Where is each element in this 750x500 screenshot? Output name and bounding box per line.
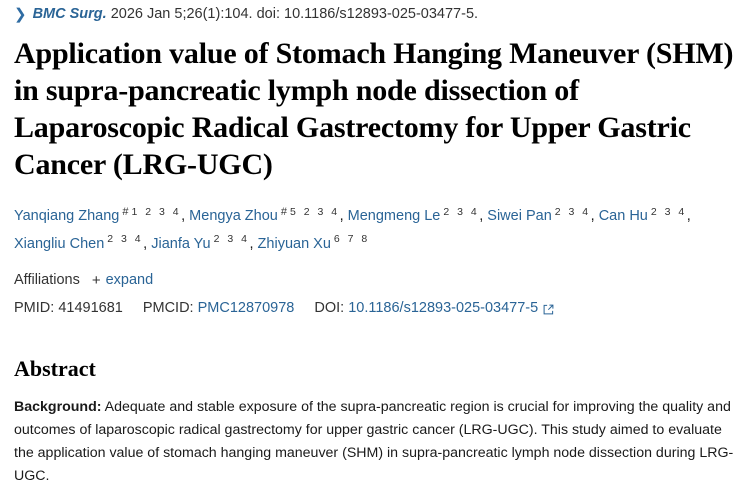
pmid-value: 41491681	[58, 299, 123, 316]
author-separator: ,	[339, 208, 344, 225]
author-name[interactable]: Yanqiang Zhang	[14, 208, 120, 225]
author-list	[14, 202, 736, 258]
citation-line	[14, 6, 736, 22]
author-separator: ,	[143, 236, 148, 253]
plus-icon: +	[91, 271, 101, 289]
author-separator: ,	[479, 208, 484, 225]
pmcid-segment	[143, 300, 295, 316]
author-name[interactable]: Xiangliu Chen	[14, 236, 105, 253]
pmid-label: PMID:	[14, 299, 55, 316]
author-affiliation-refs: 1 2 3 4	[131, 205, 182, 218]
author-affiliation-refs: 2 3 4	[213, 233, 250, 246]
doi-link[interactable]: 10.1186/s12893-025-03477-5	[348, 299, 539, 316]
affiliations-label: Affiliations	[14, 272, 80, 289]
author-separator: ,	[181, 208, 186, 225]
pmid-segment	[14, 300, 123, 316]
author-item	[151, 233, 254, 253]
author-separator: ,	[590, 208, 595, 225]
author-affiliation-refs: 6 7 8	[333, 233, 370, 246]
pmcid-label: PMCID:	[142, 299, 194, 316]
author-affiliation-refs: 5 2 3 4	[289, 205, 340, 218]
pmcid-link[interactable]: PMC12870978	[197, 299, 295, 316]
abstract-paragraph	[14, 396, 736, 488]
affiliations-row	[14, 272, 736, 289]
abstract-background-label: Background:	[14, 398, 102, 415]
abstract-heading: Abstract	[14, 355, 96, 381]
citation-details: 2026 Jan 5;26(1):104. doi: 10.1186/s12893-025-03477-5.	[110, 6, 479, 22]
abstract-background-text: Adequate and stable exposure of the supra-pancreatic region is crucial for improving the quality and outcomes of laparoscopic radical gastrectomy for upper gastric cancer (LRG-UGC). This study aimed to evaluate the application value of stomach hanging maneuver (SHM) in supra-pancreatic lymph node dissection during LRG-UGC.	[14, 398, 734, 484]
author-item	[14, 205, 186, 225]
author-name[interactable]: Zhiyuan Xu	[257, 236, 331, 253]
author-affiliation-refs: 2 3 4	[443, 205, 480, 218]
doi-segment	[314, 300, 554, 316]
author-name[interactable]: Jianfa Yu	[151, 236, 211, 253]
author-equal-contrib-marker: #	[122, 205, 129, 218]
author-item	[14, 233, 148, 253]
author-separator: ,	[686, 208, 691, 225]
author-separator: ,	[249, 236, 254, 253]
author-item	[189, 205, 344, 225]
author-name[interactable]: Mengmeng Le	[347, 208, 441, 225]
article-page	[0, 6, 750, 500]
author-item	[347, 205, 484, 225]
author-item	[487, 205, 595, 225]
identifiers-row	[14, 300, 736, 316]
doi-label: DOI:	[314, 299, 345, 316]
author-name[interactable]: Can Hu	[598, 208, 648, 225]
external-link-icon[interactable]	[543, 303, 554, 314]
expand-label: expand	[105, 272, 154, 289]
author-affiliation-refs: 2 3 4	[107, 233, 144, 246]
author-equal-contrib-marker: #	[280, 205, 287, 218]
author-name[interactable]: Mengya Zhou	[189, 208, 278, 225]
author-affiliation-refs: 2 3 4	[650, 205, 687, 218]
expand-affiliations-button[interactable]	[92, 272, 153, 289]
author-name[interactable]: Siwei Pan	[487, 208, 552, 225]
author-item	[598, 205, 691, 225]
journal-name[interactable]: BMC Surg.	[32, 6, 107, 22]
author-affiliation-refs: 2 3 4	[554, 205, 591, 218]
author-item	[257, 233, 370, 253]
chevron-right-icon[interactable]: ❯	[14, 6, 27, 23]
page-title: Application value of Stomach Hanging Maneuver (SHM) in supra-pancreatic lymph node dissection of Laparoscopic Radical Gastrectomy for Upper Gastric Cancer (LRG-UGC)	[14, 37, 734, 181]
